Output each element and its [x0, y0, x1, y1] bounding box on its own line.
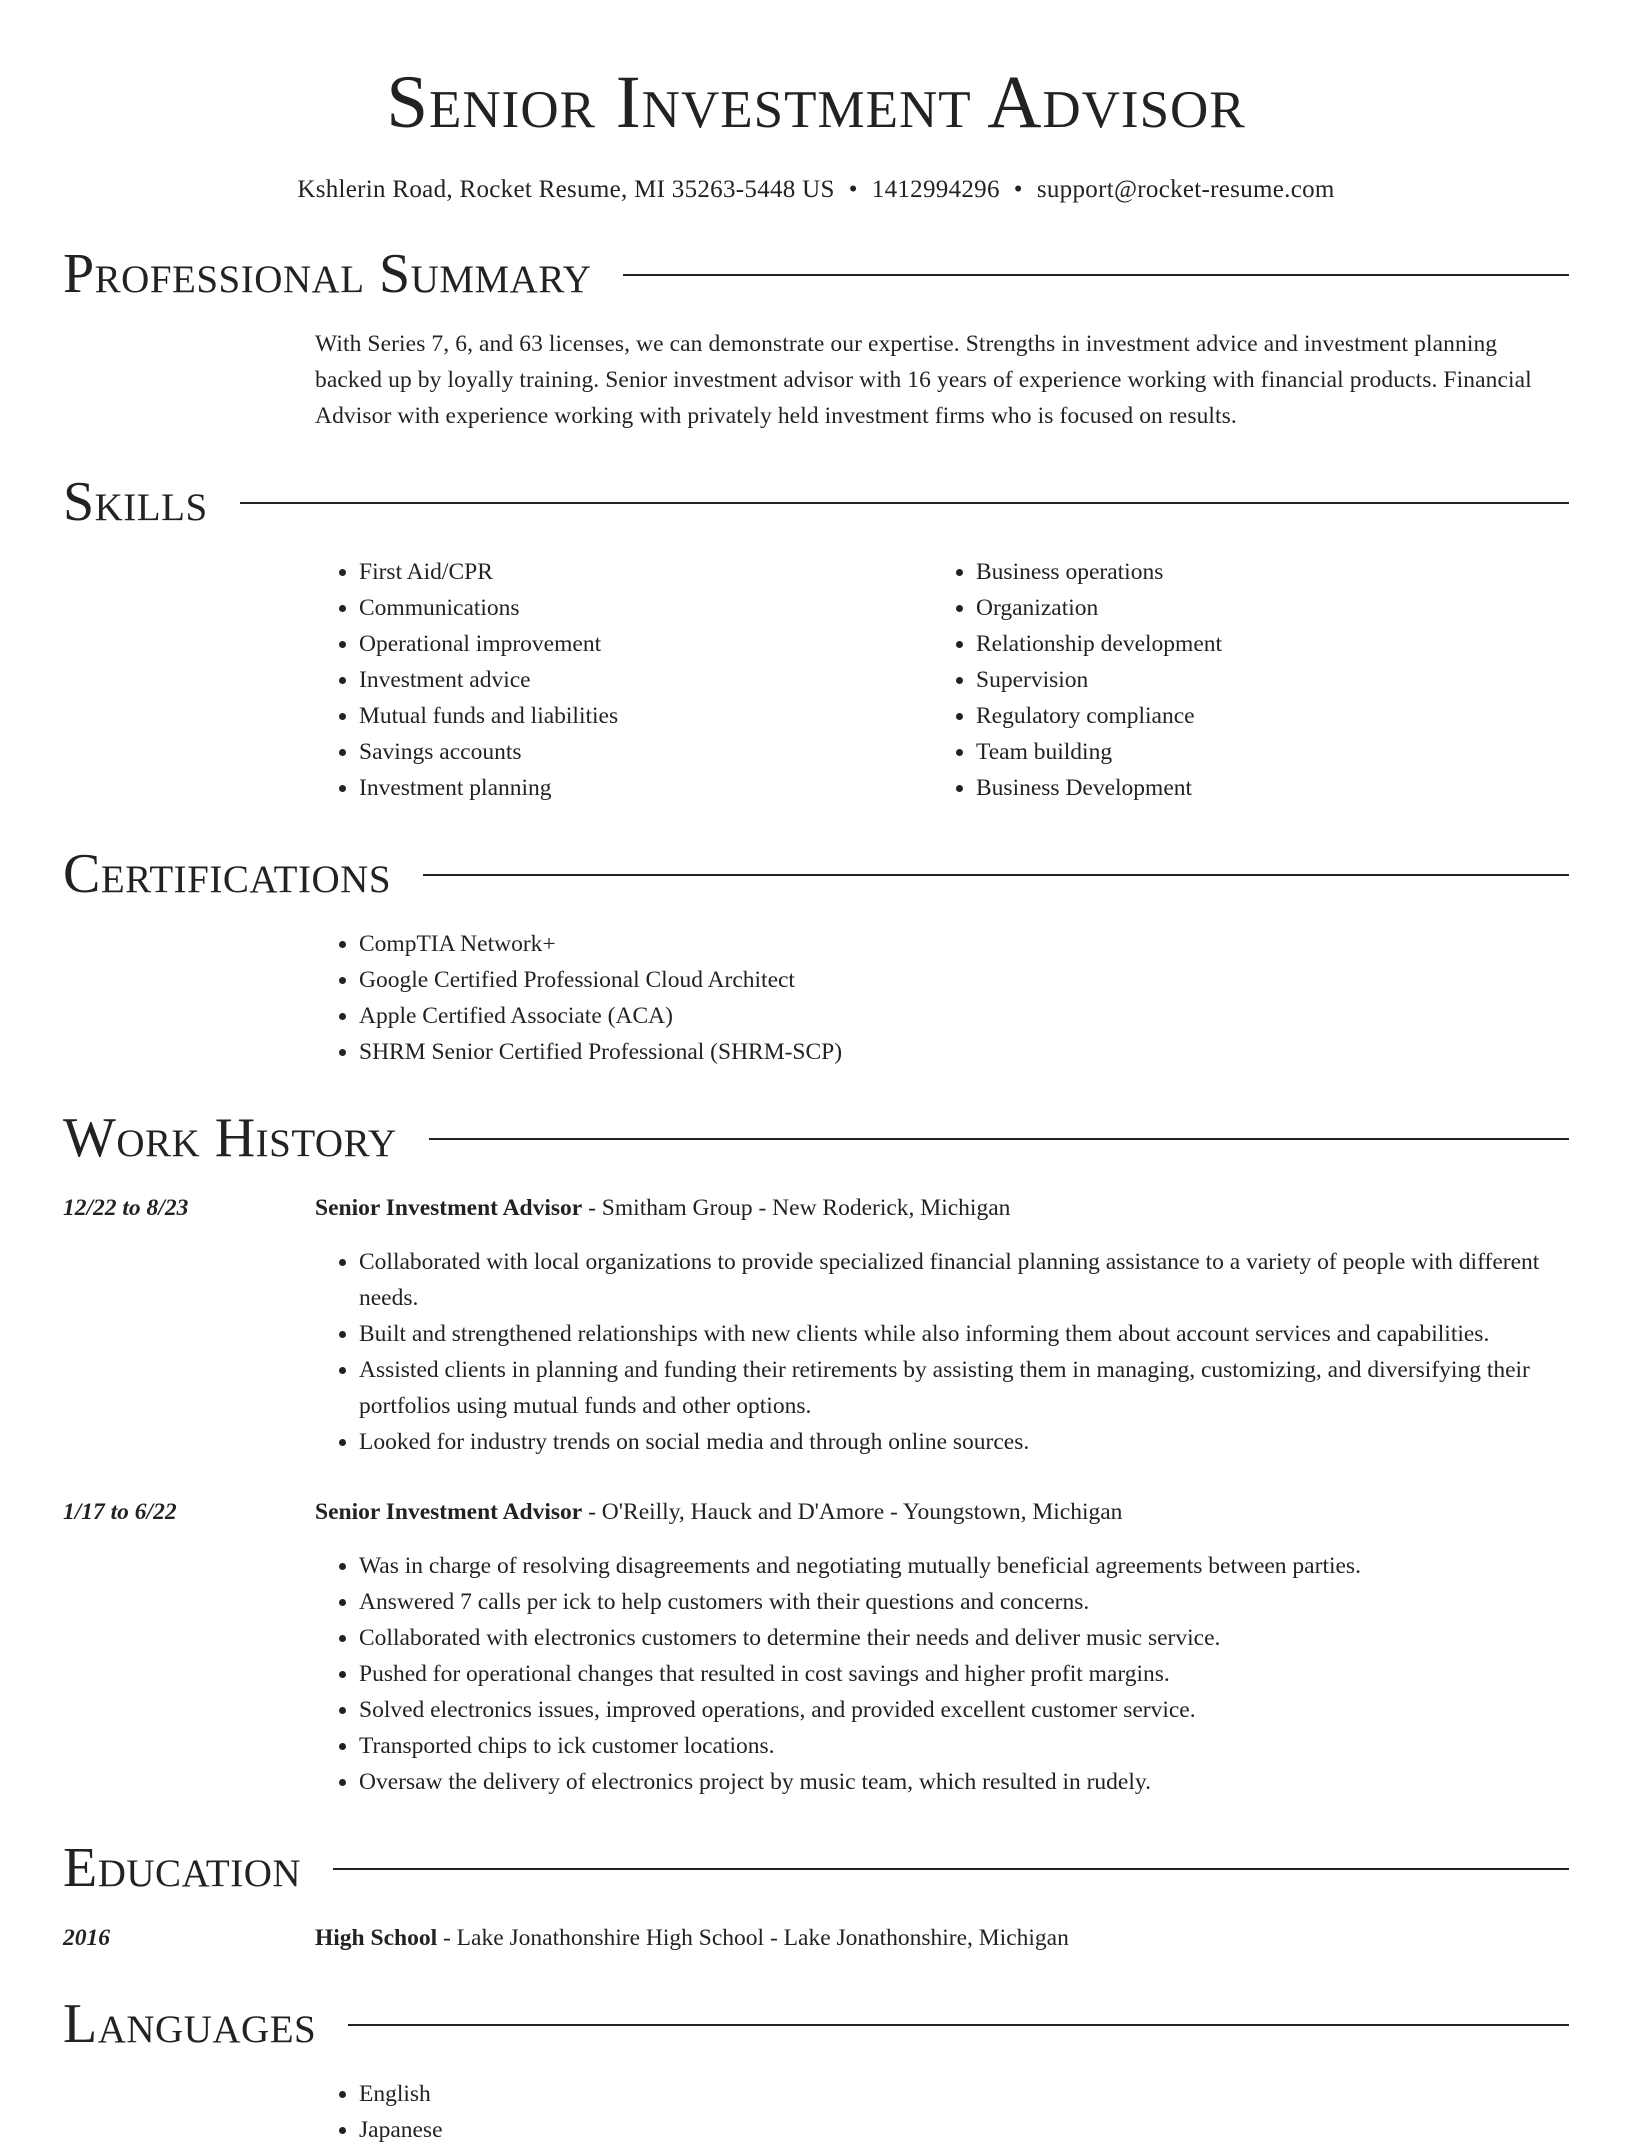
- job-duty: • Solved electronics issues, improved operations, and provided excellent customer service.: [359, 1692, 1569, 1728]
- certification-item: • SHRM Senior Certified Professional (SHRM-SCP): [359, 1034, 1569, 1070]
- contact-address: Kshlerin Road, Rocket Resume, MI 35263-5448 US: [297, 176, 835, 203]
- education-year: 2016: [63, 1925, 110, 1951]
- summary-text: With Series 7, 6, and 63 licenses, we can demonstrate our expertise. Strengths in investment advice and investment planning backed up by loyally training. Senior investment advisor with 16 years of experience working with financial products. Financial Advisor with experience working with privately held investment firms who is focused on results.: [315, 331, 1532, 429]
- section-header-skills: [63, 470, 1569, 534]
- section-header-education: [63, 1836, 1569, 1900]
- job-dates: 12/22 to 8/23: [63, 1195, 189, 1221]
- education-entry: [63, 1920, 1569, 1956]
- job-duty: • Pushed for operational changes that resulted in cost savings and higher profit margins.: [359, 1656, 1569, 1692]
- job-entry: [63, 1494, 1569, 1800]
- skill-item: • Investment planning: [359, 770, 932, 806]
- skill-item: • Communications: [359, 590, 932, 626]
- education-degree: High School: [315, 1925, 438, 1951]
- section-title-education: Education: [63, 1837, 302, 1899]
- job-duty: • Oversaw the delivery of electronics project by music team, which resulted in rudely.: [359, 1764, 1569, 1800]
- certification-item: • CompTIA Network+: [359, 926, 1569, 962]
- job-employer: - O'Reilly, Hauck and D'Amore - Youngstown, Michigan: [582, 1499, 1123, 1525]
- certification-item: • Google Certified Professional Cloud Architect: [359, 962, 1569, 998]
- section-header-languages: [63, 1992, 1569, 2056]
- job-duty: • Answered 7 calls per ick to help customers with their questions and concerns.: [359, 1584, 1569, 1620]
- resume-name: Senior Investment Advisor: [386, 61, 1246, 144]
- job-duty: • Assisted clients in planning and funding their retirements by assisting them in managing, customizing, and diversifying their portfolios using mutual funds and other options.: [359, 1352, 1569, 1424]
- contact-separator: •: [1013, 176, 1023, 203]
- job-title: Senior Investment Advisor: [315, 1499, 583, 1525]
- job-duties: [315, 1244, 1569, 1460]
- section-rule: [429, 1138, 1569, 1140]
- contact-phone: 1412994296: [871, 176, 1000, 203]
- skills-column-left: [315, 554, 932, 806]
- skills-list-left: [315, 554, 932, 806]
- contact-separator: •: [848, 176, 858, 203]
- skill-item: • Organization: [976, 590, 1549, 626]
- section-title-skills: Skills: [63, 471, 208, 533]
- section-rule: [623, 274, 1569, 276]
- job-duty: • Transported chips to ick customer locations.: [359, 1728, 1569, 1764]
- languages-list: [315, 2076, 1569, 2148]
- section-header-summary: [63, 242, 1569, 306]
- skills-column-right: [932, 554, 1549, 806]
- skill-item: • Business Development: [976, 770, 1549, 806]
- job-employer: - Smitham Group - New Roderick, Michigan: [582, 1195, 1011, 1221]
- job-duty: • Built and strengthened relationships with new clients while also informing them about account services and capabilities.: [359, 1316, 1569, 1352]
- contact-email: support@rocket-resume.com: [1036, 176, 1335, 203]
- education-school: - Lake Jonathonshire High School - Lake Jonathonshire, Michigan: [437, 1925, 1069, 1951]
- section-rule: [333, 1868, 1569, 1870]
- job-title: Senior Investment Advisor: [315, 1195, 583, 1221]
- section-header-certifications: [63, 842, 1569, 906]
- section-rule: [423, 874, 1569, 876]
- job-entry: [63, 1190, 1569, 1460]
- language-item: • Japanese: [359, 2112, 1569, 2148]
- job-duties: [315, 1548, 1569, 1800]
- section-title-certifications: Certifications: [63, 843, 392, 905]
- job-title-line: [315, 1190, 1569, 1226]
- section-rule: [240, 502, 1569, 504]
- section-title-languages: Languages: [63, 1993, 317, 2055]
- job-duty: • Collaborated with electronics customers to determine their needs and deliver music service.: [359, 1620, 1569, 1656]
- section-rule: [348, 2024, 1569, 2026]
- job-dates: 1/17 to 6/22: [63, 1499, 177, 1525]
- contact-line: [63, 174, 1569, 206]
- section-header-work-history: [63, 1106, 1569, 1170]
- languages-block: [315, 2076, 1569, 2148]
- skill-item: • Savings accounts: [359, 734, 932, 770]
- skill-item: • Mutual funds and liabilities: [359, 698, 932, 734]
- skill-item: • Relationship development: [976, 626, 1549, 662]
- education-title-line: [315, 1920, 1569, 1956]
- language-item: • English: [359, 2076, 1569, 2112]
- job-duty: • Was in charge of resolving disagreements and negotiating mutually beneficial agreements between parties.: [359, 1548, 1569, 1584]
- skills-grid: [315, 554, 1569, 806]
- job-duty: • Collaborated with local organizations to provide specialized financial planning assistance to a variety of people with different needs.: [359, 1244, 1569, 1316]
- education-body: [315, 1920, 1569, 1956]
- skill-item: • Regulatory compliance: [976, 698, 1549, 734]
- skills-list-right: [932, 554, 1549, 806]
- skill-item: • Business operations: [976, 554, 1549, 590]
- skill-item: • Operational improvement: [359, 626, 932, 662]
- skill-item: • Team building: [976, 734, 1549, 770]
- certifications-block: [315, 926, 1569, 1070]
- skill-item: • First Aid/CPR: [359, 554, 932, 590]
- skill-item: • Investment advice: [359, 662, 932, 698]
- job-body: [315, 1190, 1569, 1460]
- certification-item: • Apple Certified Associate (ACA): [359, 998, 1569, 1034]
- skill-item: • Supervision: [976, 662, 1549, 698]
- section-title-work-history: Work History: [63, 1107, 397, 1169]
- job-title-line: [315, 1494, 1569, 1530]
- certifications-list: [315, 926, 1569, 1070]
- job-duty: • Looked for industry trends on social media and through online sources.: [359, 1424, 1569, 1460]
- section-title-summary: Professional Summary: [63, 243, 592, 305]
- job-body: [315, 1494, 1569, 1800]
